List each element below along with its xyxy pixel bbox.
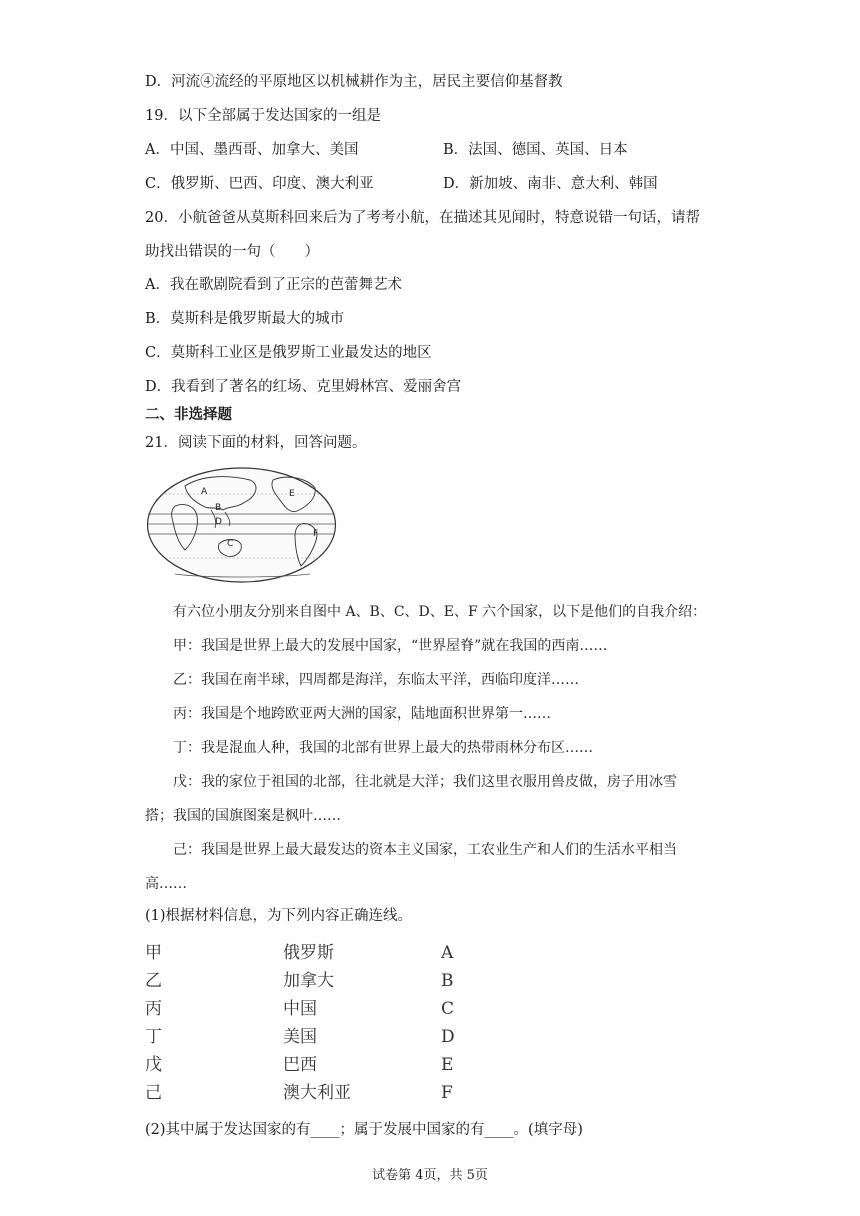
letter-a: A — [441, 943, 454, 963]
map-label-c: C — [227, 539, 234, 549]
person-ding: 丁 — [145, 1027, 162, 1047]
question-21-stem: 21．阅读下面的材料，回答问题。 — [145, 435, 367, 451]
question-19-option-a: A．中国、墨西哥、加拿大、美国 — [145, 142, 359, 158]
statement-ji-line2: 高…… — [145, 876, 187, 892]
question-20-stem-line1: 20．小航爸爸从莫斯科回来后为了考考小航，在描述其见闻时，特意说错一句话，请帮 — [145, 210, 700, 226]
letter-e: E — [441, 1055, 454, 1075]
letter-c: C — [441, 999, 455, 1019]
sub-question-2: (2)其中属于发达国家的有____；属于发展中国家的有____。(填字母) — [145, 1122, 583, 1138]
person-yi: 乙 — [145, 971, 162, 991]
statement-wu-line1: 戊：我的家位于祖国的北部，往北就是大洋；我们这里衣服用兽皮做，房子用冰雪 — [173, 774, 677, 790]
question-20-option-d: D．我看到了著名的红场、克里姆林宫、爱丽舍宫 — [145, 379, 462, 395]
question-20-option-c: C．莫斯科工业区是俄罗斯工业最发达的地区 — [145, 345, 432, 361]
country-brazil: 巴西 — [283, 1055, 317, 1075]
question-19-option-c: C．俄罗斯、巴西、印度、澳大利亚 — [145, 176, 374, 192]
letter-b: B — [441, 971, 454, 991]
sub-question-1: (1)根据材料信息，为下列内容正确连线。 — [145, 908, 413, 924]
question-18-option-d: D．河流④流经的平原地区以机械耕作为主，居民主要信仰基督教 — [145, 74, 563, 90]
map-label-b: B — [215, 503, 222, 513]
map-label-d: D — [215, 517, 222, 527]
question-19-stem: 19．以下全部属于发达国家的一组是 — [145, 108, 381, 124]
section-heading: 二、非选择题 — [145, 406, 232, 423]
world-map-svg — [145, 466, 338, 584]
question-20-option-b: B．莫斯科是俄罗斯最大的城市 — [145, 311, 345, 327]
map-label-a: A — [201, 487, 208, 497]
statement-yi: 乙：我国在南半球，四周都是海洋，东临太平洋，西临印度洋…… — [173, 672, 579, 688]
country-usa: 美国 — [283, 1027, 317, 1047]
letter-d: D — [441, 1027, 455, 1047]
question-19-option-d: D．新加坡、南非、意大利、韩国 — [443, 176, 658, 192]
question-19-option-b: B．法国、德国、英国、日本 — [443, 142, 628, 158]
statement-ding: 丁：我是混血人种，我国的北部有世界上最大的热带雨林分布区…… — [173, 740, 593, 756]
statement-ji-line1: 己：我国是世界上最大最发达的资本主义国家，工农业生产和人们的生活水平相当 — [173, 842, 677, 858]
intro-text: 有六位小朋友分别来自图中 A、B、C、D、E、F 六个国家，以下是他们的自我介绍： — [173, 604, 707, 620]
page-footer: 试卷第 4页，共 5页 — [372, 1168, 488, 1183]
statement-bing: 丙：我国是个地跨欧亚两大洲的国家，陆地面积世界第一…… — [173, 706, 551, 722]
person-bing: 丙 — [145, 999, 162, 1019]
country-china: 中国 — [283, 999, 317, 1019]
country-australia: 澳大利亚 — [283, 1083, 351, 1103]
statement-wu-line2: 搭；我国的国旗图案是枫叶…… — [145, 808, 341, 824]
map-label-f: F — [313, 529, 319, 539]
person-jia: 甲 — [145, 943, 162, 963]
letter-f: F — [441, 1083, 453, 1103]
world-map-figure — [145, 466, 338, 584]
map-label-e: E — [289, 489, 295, 499]
country-canada: 加拿大 — [283, 971, 334, 991]
person-wu: 戊 — [145, 1055, 162, 1075]
question-20-stem-line2: 助找出错误的一句（ ） — [145, 244, 319, 260]
statement-jia: 甲：我国是世界上最大的发展中国家，“世界屋脊”就在我国的西南…… — [173, 638, 608, 654]
question-20-option-a: A．我在歌剧院看到了正宗的芭蕾舞艺术 — [145, 277, 402, 293]
country-russia: 俄罗斯 — [283, 943, 334, 963]
person-ji: 己 — [145, 1083, 162, 1103]
